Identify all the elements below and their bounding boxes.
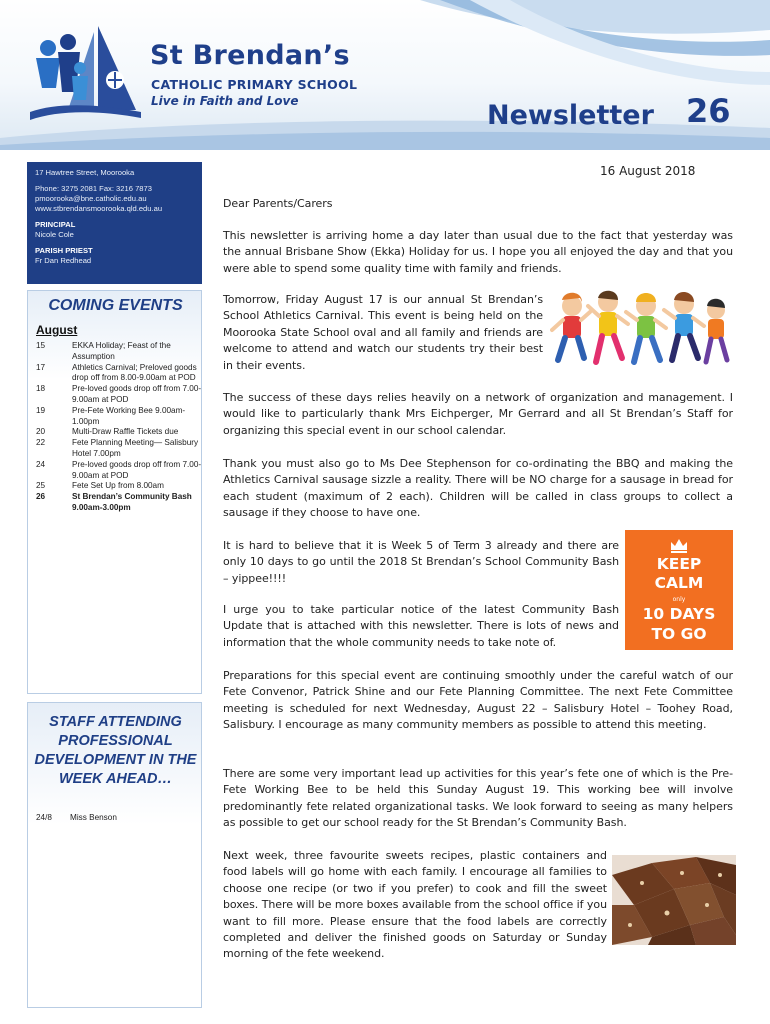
newsletter-header [0, 0, 770, 150]
event-text: EKKA Holiday; Feast of the Assumption [72, 341, 171, 361]
events-list [36, 341, 202, 514]
letter-paragraph: This newsletter is arriving home a day later than usual due to the fact that yesterday was the annual Brisbane Show (Ekka) Holiday for us. I hope you all enjoyed the day and that you were able to spend some quality time with family and friends. [223, 229, 733, 275]
event-date: 15 [36, 341, 46, 350]
event-date: 18 [36, 384, 46, 394]
events-month: August [36, 323, 78, 337]
event-item [36, 427, 202, 438]
event-text: Athletics Carnival; Preloved goods drop off from 8.00-9.00am at POD [72, 362, 197, 383]
event-text: Pre-Fete Working Bee 9.00am-1.00pm [72, 405, 186, 426]
letter-paragraph: It is hard to believe that it is Week 5 of Term 3 already and there are only 10 days to go until the 2018 St Brendan’s School Community Bash – yippee!!!! [223, 539, 619, 585]
school-name: St Brendan’s [150, 40, 350, 71]
school-motto: Live in Faith and Love [151, 94, 299, 108]
priest-name: Fr Dan Redhead [35, 256, 92, 265]
school-subtitle: CATHOLIC PRIMARY SCHOOL [151, 77, 358, 92]
event-date: 20 [36, 427, 46, 437]
letter-paragraph: Thank you must also go to Ms Dee Stephenson for co-ordinating the BBQ and making the Athletics Carnival sausage sizzle a reality. There will be NO charge for a sausage in bread for each student (maximum of 2 each). Children will be called in class groups to collect a sausage if they choose to have one. [223, 457, 733, 520]
letter-paragraph: There are some very important lead up activities for this year’s fete one of which is the Pre-Fete Working Bee to be held this Sunday August 19. This working bee will involve predominantly fete related organizational tasks. We look forward to seeing as many helpers as possible to get our school ready for the St Brendan’s Community Bash. [223, 767, 733, 830]
principal-name: Nicole Cole [35, 230, 74, 239]
newsletter-number: 26 [686, 92, 731, 130]
staff-pd-box [27, 702, 202, 1008]
keep-calm-line: TO GO [651, 625, 707, 643]
event-text: Multi-Draw Raffle Tickets due [72, 427, 179, 437]
event-date: 26 [36, 492, 46, 502]
newsletter-title: Newsletter [487, 100, 654, 131]
letter-paragraph: The success of these days relies heavily on a network of organization and management. I would like to particularly thank Mrs Eichperger, Mr Gerrard and all St Brendan’s Staff for organizing this special event in our school calendar. [223, 391, 733, 437]
school-email[interactable]: pmoorooka@bne.catholic.edu.au [35, 194, 147, 203]
letter-date: 16 August 2018 [600, 164, 696, 178]
letter-paragraph: Tomorrow, Friday August 17 is our annual St Brendan’s School Athletics Carnival. This event is being held on the Moorooka State School oval and all family and friends are welcome to attend and watch our students try their best in their events. [223, 293, 543, 372]
event-date: 19 [36, 405, 46, 415]
school-phone: Phone: 3275 2081 Fax: 3216 7873 [35, 184, 152, 193]
staff-pd-title: STAFF ATTENDING PROFESSIONAL DEVELOPMENT IN THE WEEK AHEAD… [34, 714, 197, 787]
event-item [36, 341, 202, 363]
school-logo-icon [28, 22, 143, 130]
crown-icon [669, 536, 689, 554]
keep-calm-line: KEEP [656, 555, 702, 573]
coming-events-title: COMING EVENTS [48, 297, 183, 314]
event-item [36, 384, 202, 406]
event-item [36, 492, 202, 514]
keep-calm-line: CALM [654, 574, 704, 592]
event-date: 17 [36, 362, 46, 372]
keep-calm-line: only [672, 596, 686, 603]
event-date: 24 [36, 459, 46, 469]
running-children-image [550, 286, 730, 376]
fudge-sweets-image [612, 855, 736, 945]
staff-name: Miss Benson [70, 813, 117, 822]
keep-calm-line: 10 DAYS [642, 605, 716, 623]
event-text: Pre-loved goods drop off from 7.00-9.00am at POD [72, 384, 202, 404]
event-text: Fete Planning Meeting— Salisbury Hotel 7.00pm [72, 438, 199, 458]
contact-box [27, 162, 202, 284]
event-text: St Brendan’s Community Bash 9.00am-3.00pm [72, 492, 192, 512]
event-item [36, 481, 202, 492]
coming-events-box [27, 290, 202, 694]
event-date: 22 [36, 438, 46, 448]
staff-date: 24/8 [36, 813, 52, 822]
event-item [36, 406, 202, 428]
letter-paragraph: I urge you to take particular notice of the latest Community Bash Update that is attached with this newsletter. There is lots of news and information that the whole community needs to take note of. [223, 603, 619, 649]
priest-label: PARISH PRIEST [35, 246, 93, 255]
staff-item [36, 813, 117, 822]
event-date: 25 [36, 481, 46, 491]
letter-paragraph: Preparations for this special event are continuing smoothly under the careful watch of our Fete Convenor, Patrick Shine and our Fete Planning Committee. The next Fete Committee meeting is scheduled for next Wednesday, August 22 – Salisbury Hotel – Toohey Road, Salisbury. I encourage as many community members as possible to attend this meeting. [223, 669, 733, 732]
school-website[interactable]: www.stbrendansmoorooka.qld.edu.au [35, 204, 163, 213]
letter-paragraph: Next week, three favourite sweets recipes, plastic containers and food labels will go home with each family. I encourage all families to choose one recipe (or two if you prefer) to cook and fill the sweet boxes. There will be more boxes available from the school office if you want to fill more. Please ensure that the food labels are correctly completed and deliver the finished goods on Saturday or Sunday morning of the fete weekend. [223, 849, 607, 961]
keep-calm-poster [625, 530, 733, 650]
principal-label: PRINCIPAL [35, 220, 76, 229]
event-item [36, 460, 202, 482]
school-address: 17 Hawtree Street, Moorooka [35, 168, 135, 177]
event-item [36, 363, 202, 385]
event-text: Fete Set Up from 8.00am [72, 481, 164, 491]
letter-greeting: Dear Parents/Carers [223, 197, 333, 210]
event-text: Pre-loved goods drop off from 7.00-9.00am at POD [72, 459, 202, 480]
event-item [36, 438, 202, 460]
